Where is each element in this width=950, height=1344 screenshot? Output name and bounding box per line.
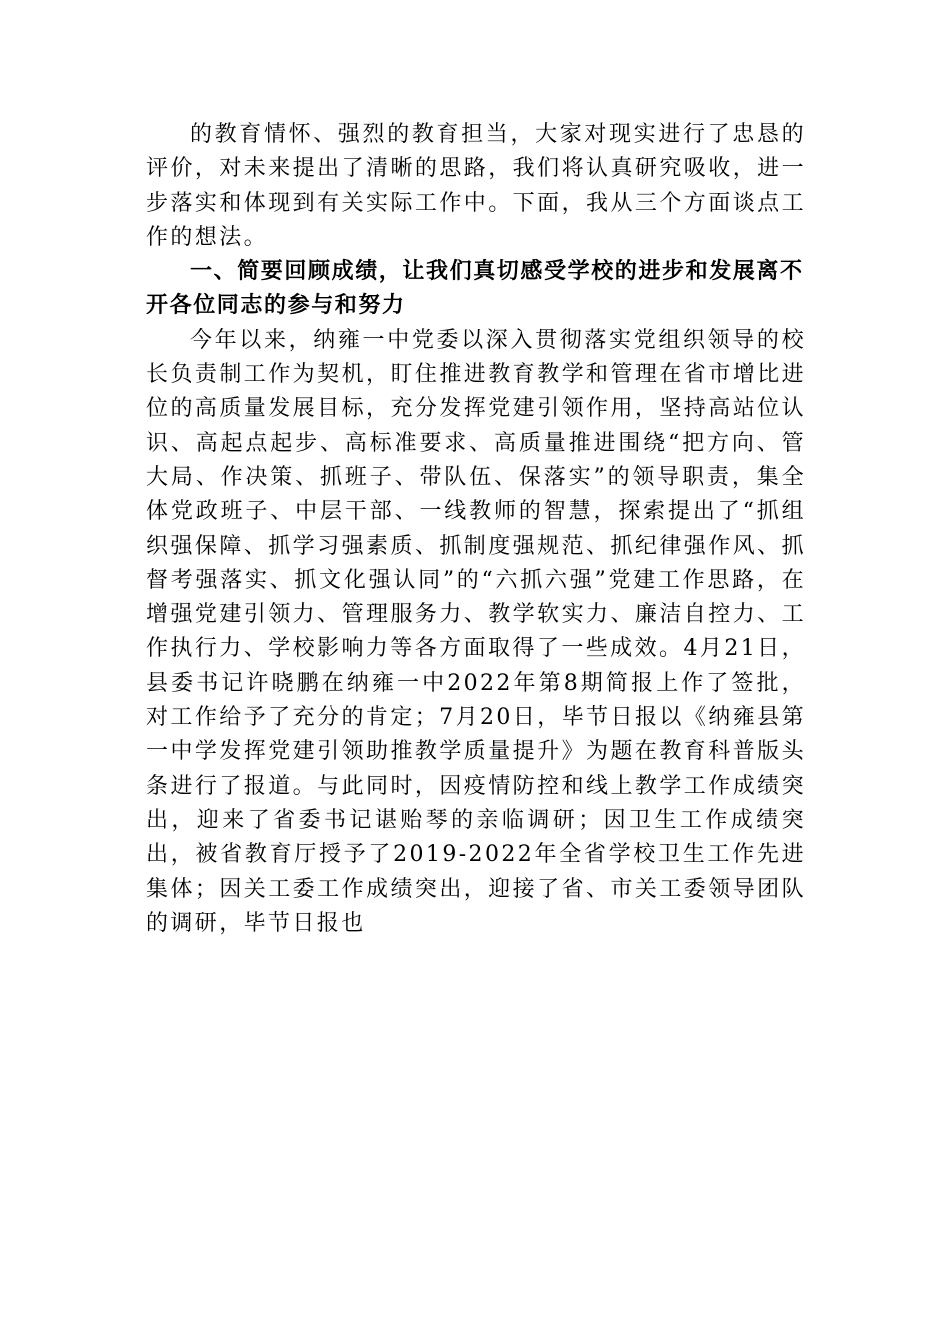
section-1-body-paragraph: 今年以来，纳雍一中党委以深入贯彻落实党组织领导的校长负责制工作为契机，盯住推进教育教学和管理在省市增比进位的高质量发展目标，充分发挥党建引领作用，坚持高站位认识、高起点起步、高标准要求、高质量推进围绕“把方向、管大局、作决策、抓班子、带队伍、保落实”的领导职责，集全体党政班子、中层干部、一线教师的智慧，探索提出了“抓组织强保障、抓学习强素质、抓制度强规范、抓纪律强作风、抓督考强落实、抓文化强认同”的“六抓六强”党建工作思路，在增强党建引领力、管理服务力、教学软实力、廉洁自控力、工作执行力、学校影响力等各方面取得了一些成效。4月21日，县委书记许晓鹏在纳雍一中2022年第8期简报上作了签批，对工作给予了充分的肯定；7月20日，毕节日报以《纳雍县第一中学发挥党建引领助推教学质量提升》为题在教育科普版头条进行了报道。与此同时，因疫情防控和线上教学工作成绩突出，迎来了省委书记谌贻琴的亲临调研；因卫生工作成绩突出，被省教育厅授予了2019-2022年全省学校卫生工作先进集体；因关工委工作成绩突出，迎接了省、市关工委领导团队的调研，毕节日报也 [146, 327, 806, 936]
intro-paragraph: 的教育情怀、强烈的教育担当，大家对现实进行了忠恳的评价，对未来提出了清晰的思路，我们将认真研究吸收，进一步落实和体现到有关实际工作中。下面，我从三个方面谈点工作的想法。 [146, 122, 806, 250]
section-heading-1: 一、简要回顾成绩，让我们真切感受学校的进步和发展离不开各位同志的参与和努力 [146, 259, 804, 319]
document-page [146, 118, 806, 941]
